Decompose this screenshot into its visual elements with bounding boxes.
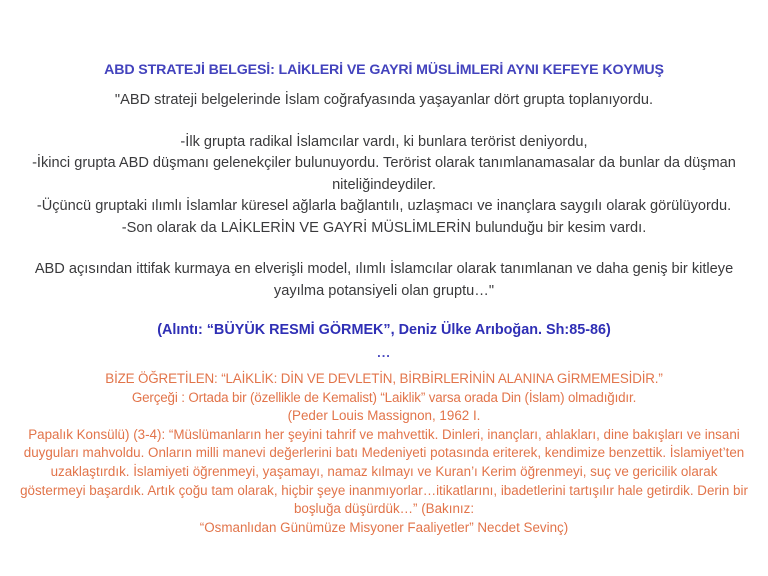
quote-intro-line: "ABD strateji belgelerinde İslam coğrafyasında yaşayanlar dört grupta toplanıyordu. — [114, 92, 654, 108]
spacer-1 — [14, 112, 754, 132]
spacer-2 — [14, 239, 754, 259]
orange-source-line: “Osmanlıdan Günümüze Misyoner Faaliyetler” Necdet Sevinç) — [199, 519, 569, 535]
orange-teaching-line: BİZE ÖĞRETİLEN: “LAİKLİK: DİN VE DEVLETİN, BİRBİRLERİNİN ALANINA GİRMEMESİDİR.” — [105, 371, 663, 386]
quote-group-1-line: -İlk grupta radikal İslamcılar vardı, ki bunlara terörist deniyordu, — [180, 133, 588, 150]
orange-commentary-block — [10, 370, 758, 537]
page-title: ABD STRATEJİ BELGESİ: LAİKLERİ VE GAYRİ MÜSLİMLERİ AYNI KEFEYE KOYMUŞ — [104, 62, 664, 78]
quote-conclusion-paragraph — [14, 259, 754, 302]
quote-intro-paragraph — [14, 90, 754, 112]
quote-groups-paragraph — [14, 132, 754, 240]
orange-main-paragraph: Papalık Konsülü) (3-4): “Müslümanların her şeyini tahrif ve mahvettik. Dinleri, inançları, ahlakları, dine bakışları ve insani duyguları mahvoldu. Onların milli manevi değerlerini batı Medeniyeti potasında eriterek, kendimize benzettik. İslamiyet’ten uzaklaştırdık. İslamiyeti öğrenmeyi, yaşamayı, namaz kılmayı ve Kuran’ı Kerim öğrenmeyi, suç ve gericilik olarak göstermeyi başardık. Artık çoğu tam olarak, hiçbir şeye inanmıyorlar…itikatlarını, ibadetlerini tartışılır hale getirdik. Derin bir boşluğa düşürdük…” (Bakınız: — [20, 426, 748, 517]
quote-group-4-line: -Son olarak da LAİKLERİN VE GAYRİ MÜSLİMLERİN bulunduğu bir kesim vardı. — [121, 219, 647, 236]
orange-reality-line: Gerçeği : Ortada bir (özellikle de Kemalist) “Laiklik” varsa orada Din (İslam) olmadığıdır. — [131, 389, 637, 405]
quote-conclusion-line: ABD açısından ittifak kurmaya en elverişli model, ılımlı İslamcılar olarak tanımlanan ve daha geniş bir kitleye yayılma potansiyeli olan gruptu…" — [34, 261, 734, 299]
section-separator: ... — [377, 345, 391, 360]
quote-body — [14, 90, 754, 302]
source-citation: (Alıntı: “BÜYÜK RESMİ GÖRMEK”, Deniz Ülke Arıboğan. Sh:85-86) — [157, 322, 611, 338]
quote-group-2-line: -İkinci grupta ABD düşmanı gelenekçiler bulunuyordu. Terörist olarak tanımlanamasalar da bunlar da düşman niteliğindeydiler. — [32, 155, 736, 193]
quote-group-3-line: -Üçüncü gruptaki ılımlı İslamlar küresel ağlarla bağlantılı, uzlaşmacı ve inançlara saygılı olarak görülüyordu. — [36, 198, 732, 214]
orange-attribution-line: (Peder Louis Massignon, 1962 I. — [287, 408, 481, 424]
